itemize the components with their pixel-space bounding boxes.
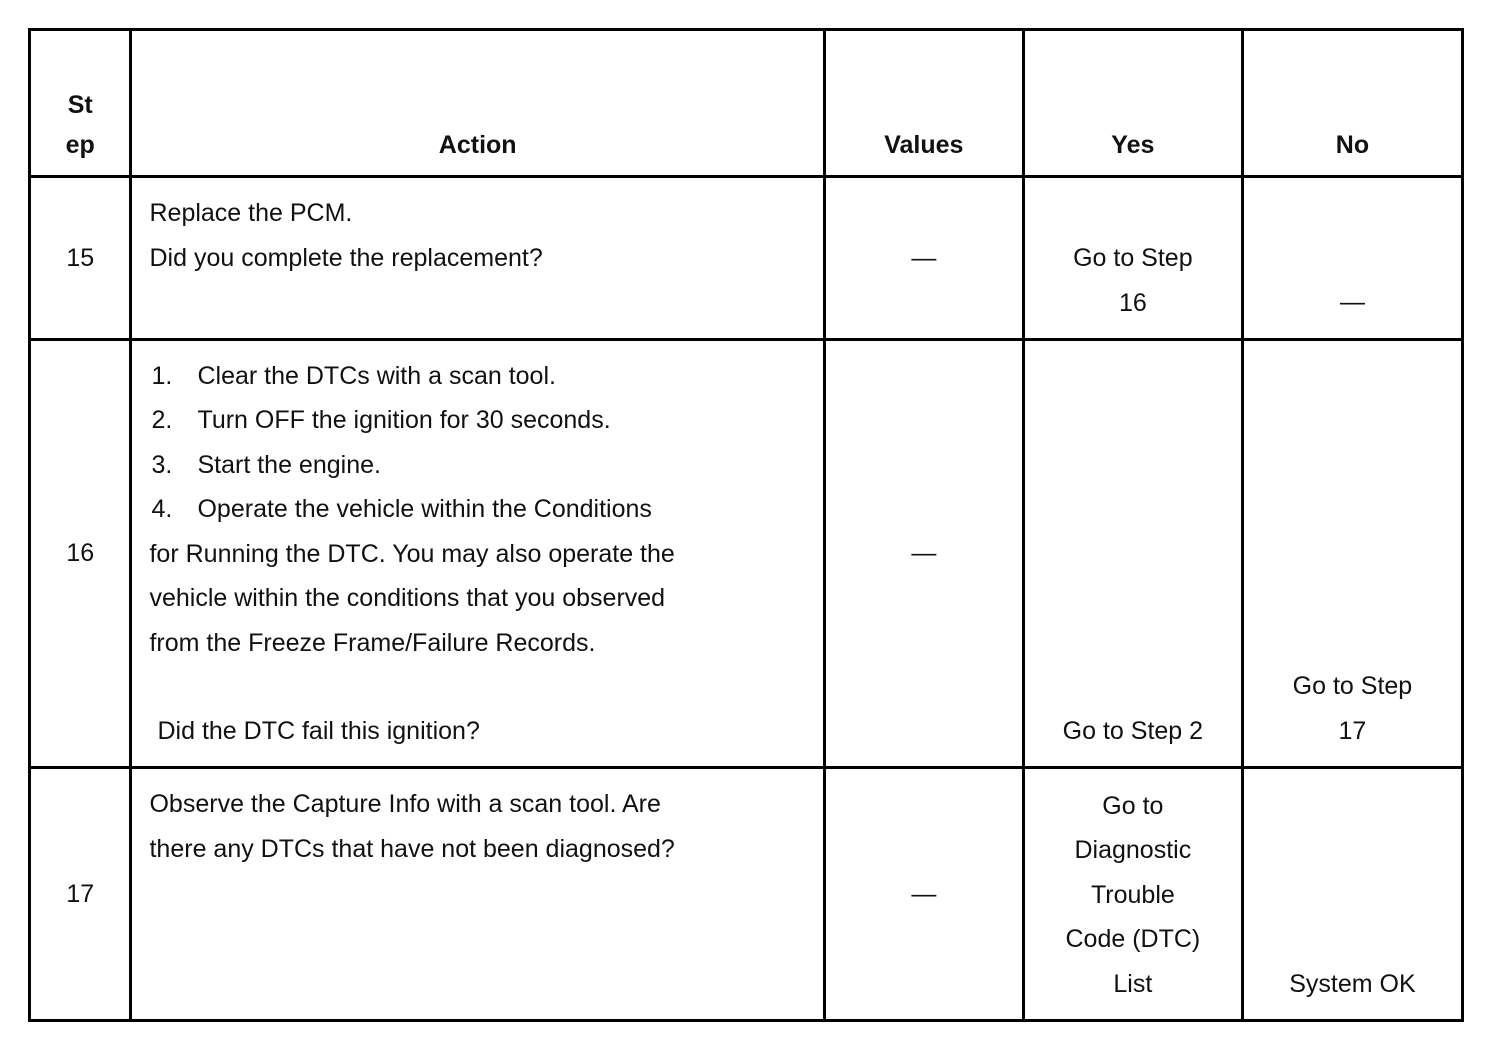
action-line: Did you complete the replacement? [149, 243, 543, 272]
yes-line: Code (DTC) [1065, 925, 1201, 953]
list-item [149, 487, 822, 532]
step-number: 15 [30, 177, 131, 339]
action-cell [131, 177, 824, 339]
values-cell: — [824, 177, 1023, 339]
header-no: No [1242, 30, 1462, 177]
diagnostic-table [28, 28, 1464, 1022]
no-line: 17 [1338, 716, 1367, 745]
header-step-line-2: ep [65, 131, 95, 160]
no-cell [1242, 339, 1462, 768]
list-text: Clear the DTCs with a scan tool. [197, 361, 556, 390]
yes-line: 16 [1118, 288, 1147, 317]
action-line: for Running the DTC. You may also operate the [149, 539, 675, 568]
yes-line: Diagnostic [1074, 836, 1192, 864]
step-number: 16 [30, 339, 131, 768]
values-cell: — [824, 339, 1023, 768]
action-cell [131, 768, 824, 1021]
header-step-line-1: St [67, 91, 93, 120]
yes-line: Go to Step [1073, 244, 1193, 273]
list-number: 3. [151, 450, 173, 479]
list-text: Operate the vehicle within the Conditions [197, 495, 652, 524]
action-line: vehicle within the conditions that you observed [149, 584, 666, 613]
header-row [30, 30, 1463, 177]
list-number: 1. [151, 361, 173, 390]
spacer [149, 665, 822, 709]
yes-line: Trouble [1090, 880, 1175, 909]
no-cell: — [1242, 177, 1462, 339]
list-text: Start the engine. [197, 450, 381, 479]
yes-line: Go to [1102, 791, 1164, 820]
table-row-step-15 [30, 177, 1463, 339]
table-row-step-16 [30, 339, 1463, 768]
header-step [30, 30, 131, 177]
no-line: Go to Step [1292, 672, 1413, 701]
list-number: 4. [151, 495, 173, 524]
list-item [149, 354, 822, 399]
action-cell [131, 339, 824, 768]
action-line: there any DTCs that have not been diagnosed? [149, 834, 675, 863]
header-action: Action [131, 30, 824, 177]
no-cell: System OK [1242, 768, 1462, 1021]
header-values: Values [824, 30, 1023, 177]
list-item [149, 398, 822, 443]
values-cell: — [824, 768, 1023, 1021]
yes-line: List [1113, 969, 1153, 998]
list-text: Turn OFF the ignition for 30 seconds. [197, 406, 611, 435]
step-number: 17 [30, 768, 131, 1021]
header-yes: Yes [1023, 30, 1242, 177]
yes-cell [1023, 177, 1242, 339]
action-question: Did the DTC fail this ignition? [157, 717, 480, 746]
action-line: Observe the Capture Info with a scan tool. Are [149, 790, 661, 819]
action-line: Replace the PCM. [149, 199, 353, 228]
table-row-step-17 [30, 768, 1463, 1021]
action-line: from the Freeze Frame/Failure Records. [149, 628, 596, 657]
list-item [149, 443, 822, 488]
list-number: 2. [151, 406, 173, 435]
yes-cell: Go to Step 2 [1023, 339, 1242, 768]
yes-cell [1023, 768, 1242, 1021]
